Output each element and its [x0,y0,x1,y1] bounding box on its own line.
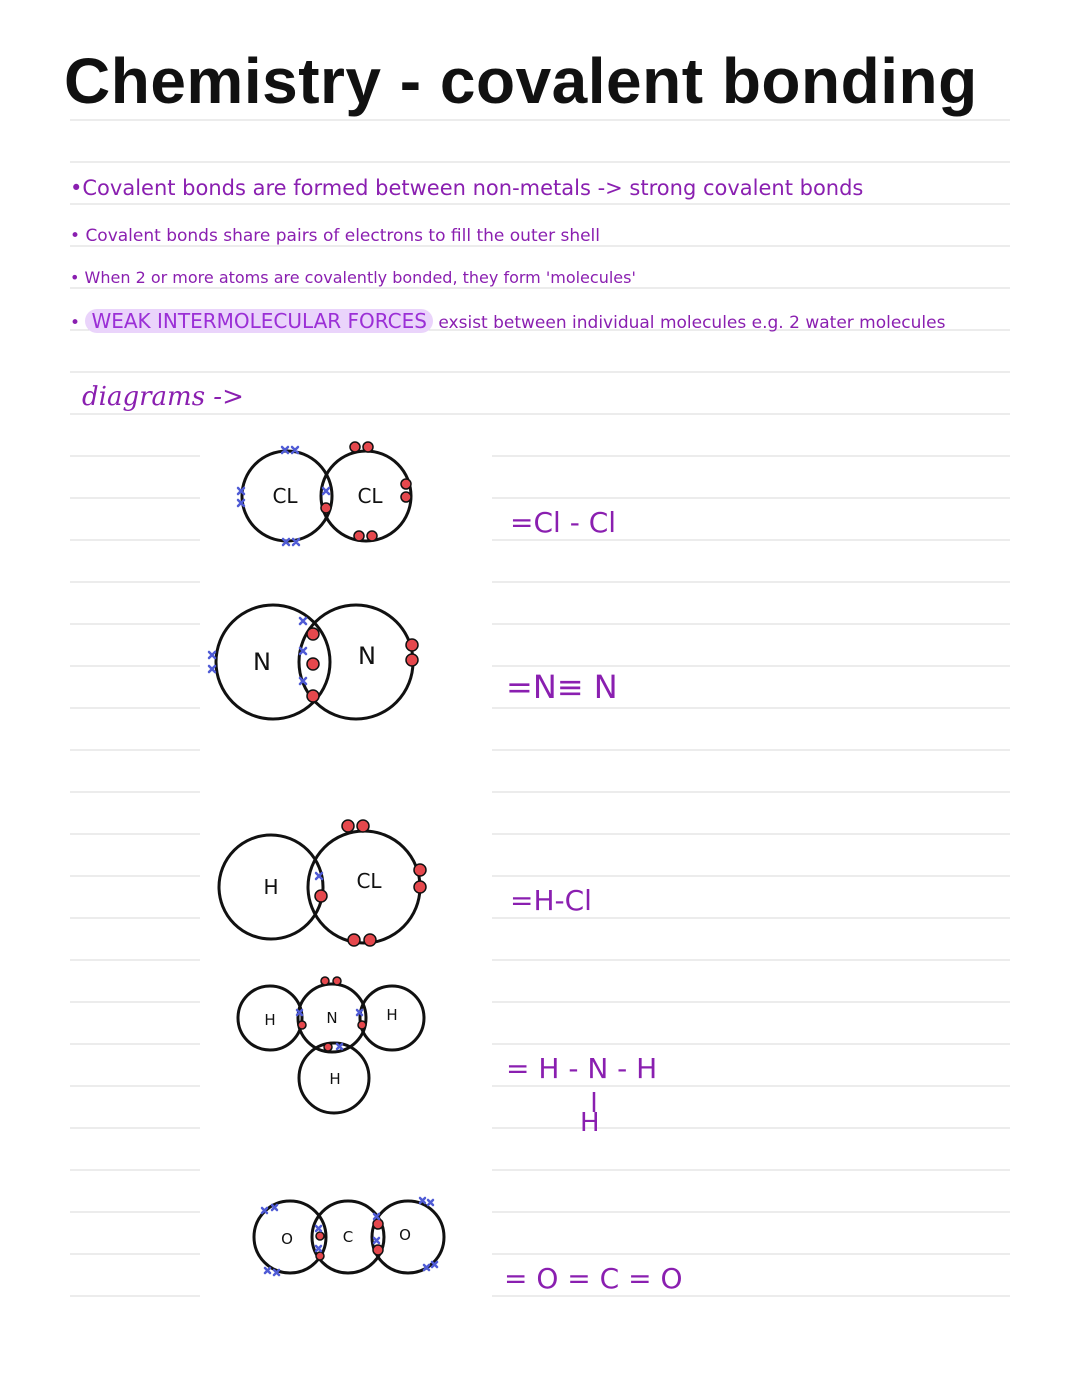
formula-nh3-lower-h: H [580,1108,600,1138]
atom-label: N [253,648,271,676]
atom-label: CL [272,484,298,508]
bullet-text: exsist between individual molecules e.g. 2 water molecules [438,313,946,333]
formula-co2: = O = C = O [504,1262,683,1295]
atom-label: O [399,1226,411,1244]
atom-label: H [263,875,279,899]
atom-label: CL [357,484,383,508]
atom-label: N [358,642,376,670]
atom-label: O [281,1230,293,1248]
atom-label: H [264,1011,276,1029]
formula-hcl: =H-Cl [510,884,592,917]
atom-label: C [342,1228,354,1246]
formula-cl2: =Cl - Cl [510,506,617,539]
bullet-text: When 2 or more atoms are covalently bonded, they form 'molecules' [84,268,636,287]
atom-label: CL [356,869,382,893]
atom-label: N [326,1009,338,1027]
page-title: Chemistry - covalent bonding [64,45,978,117]
bullet-intermolecular: • WEAK INTERMOLECULAR FORCES exsist between individual molecules e.g. 2 water molecules [70,309,946,333]
atom-label: H [386,1006,398,1024]
formula-nh3: = H - N - H [506,1052,658,1085]
bullet-molecules: • When 2 or more atoms are covalently bonded, they form 'molecules' [70,268,636,287]
diagrams-label: diagrams -> [82,382,244,412]
bullet-share-pairs: • Covalent bonds share pairs of electrons to fill the outer shell [70,226,600,246]
bullet-covalent-formed: •Covalent bonds are formed between non-metals -> strong covalent bonds [70,176,864,200]
bullet-text: Covalent bonds share pairs of electrons to fill the outer shell [85,226,600,246]
formula-n2: =N≡ N [506,668,618,706]
atom-label: H [329,1070,341,1088]
bullet-text: Covalent bonds are formed between non-metals -> strong covalent bonds [82,176,864,200]
highlight-weak-forces: WEAK INTERMOLECULAR FORCES [85,309,433,333]
